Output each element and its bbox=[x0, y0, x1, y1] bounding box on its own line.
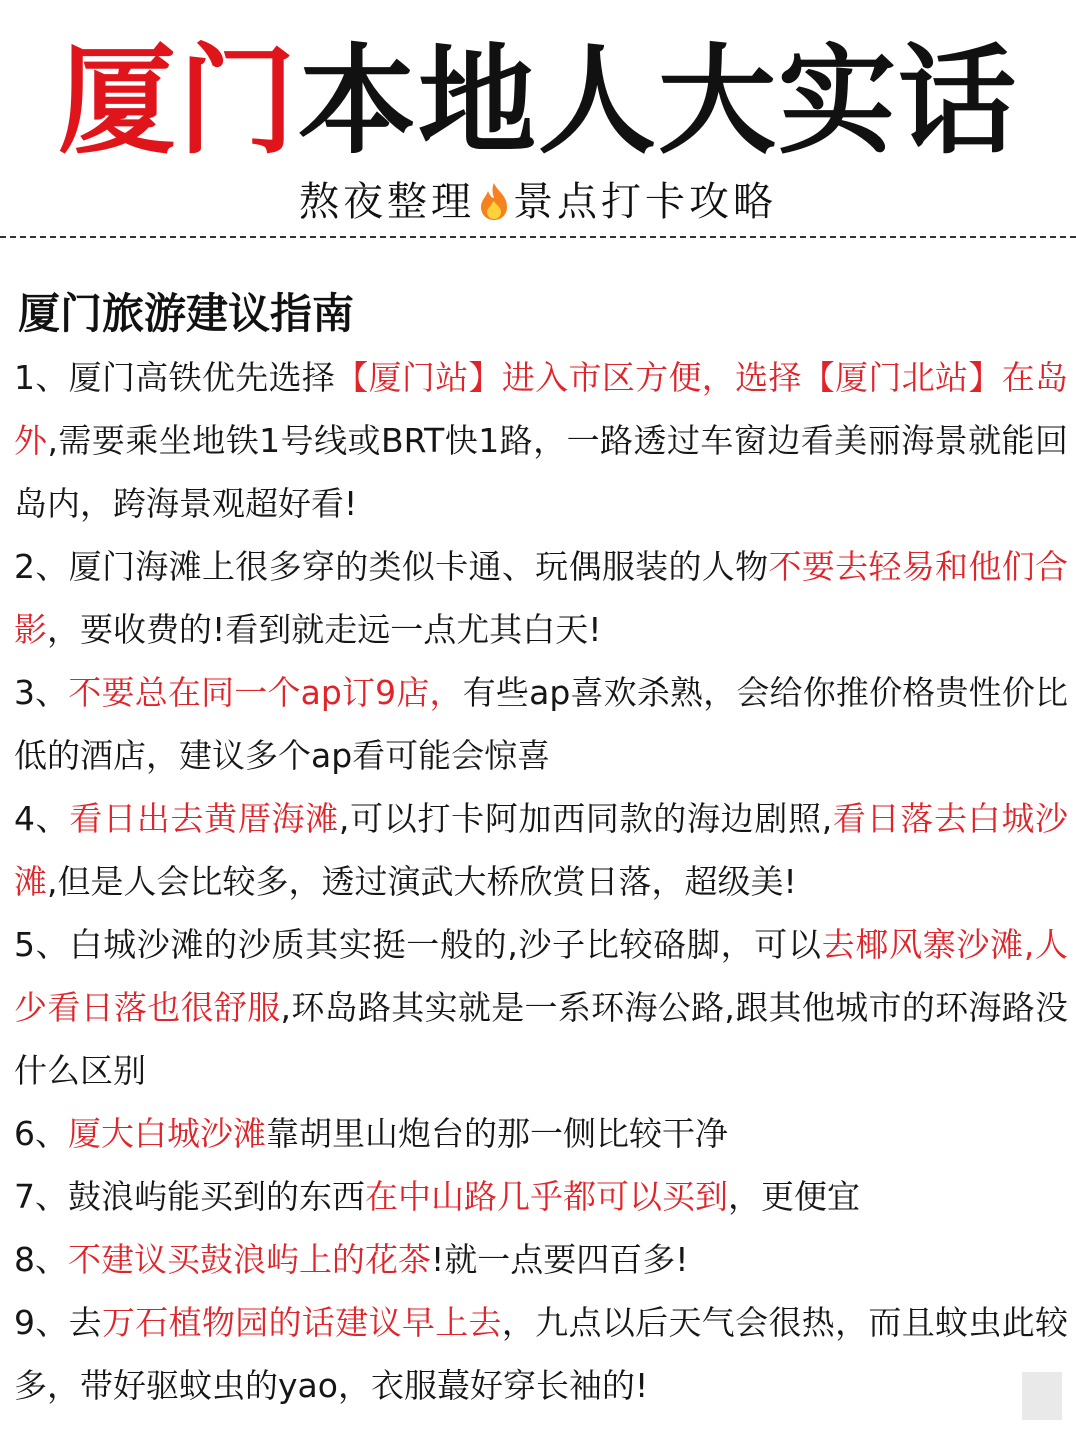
body-text: 鼓浪屿能买到的东西 bbox=[68, 1177, 365, 1216]
list-item-number: 1、 bbox=[14, 358, 69, 397]
body-text: ,但是人会比较多，透过演武大桥欣赏日落，超级美! bbox=[47, 862, 797, 901]
section-title: 厦门旅游建议指南 bbox=[18, 289, 355, 338]
body-text: 靠胡里山炮台的那一侧比较干净 bbox=[266, 1114, 728, 1153]
list-item-number: 9、 bbox=[14, 1303, 69, 1342]
list-item bbox=[14, 1165, 1068, 1228]
watermark-mark bbox=[1022, 1372, 1062, 1420]
list-item bbox=[14, 661, 1068, 787]
highlight-text: 万石植物园的话建议早上去 bbox=[101, 1303, 502, 1342]
highlight-text: 不要总在同一个ap订9店， bbox=[68, 673, 463, 712]
body-text: ,需要乘坐地铁1号线或BRT快1路，一路透过车窗边看美丽海景就能回岛内，跨海景观超好看! bbox=[14, 421, 1069, 523]
title-accent: 厦门 bbox=[57, 32, 298, 170]
subtitle-before: 熬夜整理 bbox=[299, 179, 475, 225]
list-item-number: 2、 bbox=[14, 547, 69, 586]
fire-icon bbox=[477, 176, 511, 232]
tips-list bbox=[14, 346, 1068, 1417]
page-title bbox=[0, 32, 1076, 170]
list-item bbox=[14, 1102, 1068, 1165]
body-text: ，更便宜 bbox=[728, 1177, 860, 1216]
list-item-number: 4、 bbox=[14, 799, 70, 838]
body-text: 厦门海滩上很多穿的类似卡通、玩偶服装的人物 bbox=[68, 547, 769, 586]
body-text: !就一点要四百多! bbox=[431, 1240, 689, 1279]
body-text: 厦门高铁优先选择 bbox=[68, 358, 336, 397]
list-item bbox=[14, 787, 1068, 913]
list-item bbox=[14, 535, 1068, 661]
body-text: 去 bbox=[68, 1303, 102, 1342]
body-text: ,可以打卡阿加西同款的海边剧照, bbox=[338, 799, 833, 838]
list-item-number: 6、 bbox=[14, 1114, 68, 1153]
list-item bbox=[14, 1228, 1068, 1291]
highlight-text: 看日落去白城沙滩 bbox=[14, 799, 1069, 901]
subtitle-after: 景点打卡攻略 bbox=[513, 179, 777, 225]
highlight-text: 看日出去黄厝海滩 bbox=[69, 799, 339, 838]
title-rest: 本地人大实话 bbox=[298, 32, 1019, 170]
body-text: 有些ap喜欢杀熟，会给你推价格贵性价比低的酒店，建议多个ap看可能会惊喜 bbox=[14, 673, 1069, 775]
highlight-text: 不要去轻易和他们合影 bbox=[14, 547, 1069, 649]
highlight-text: 去椰风寨沙滩,人少看日落也很舒服 bbox=[14, 925, 1068, 1027]
subtitle bbox=[0, 174, 1076, 232]
list-item-number: 7、 bbox=[14, 1177, 68, 1216]
list-item-number: 3、 bbox=[14, 673, 69, 712]
list-item bbox=[14, 1291, 1068, 1417]
highlight-text: 不建议买鼓浪屿上的花茶 bbox=[68, 1240, 431, 1279]
dashed-divider bbox=[0, 236, 1076, 238]
list-item-number: 8、 bbox=[14, 1240, 68, 1279]
body-text: ，要收费的!看到就走远一点尤其白天! bbox=[47, 610, 602, 649]
body-text: ，九点以后天气会很热，而且蚊虫此较多，带好驱蚊虫的yao，衣服蕞好穿长袖的! bbox=[14, 1303, 1069, 1405]
list-item-number: 5、 bbox=[14, 925, 70, 964]
highlight-text: 【厦门站】进入市区方便，选择【厦门北站】在岛外 bbox=[14, 358, 1069, 460]
highlight-text: 在中山路几乎都可以买到 bbox=[365, 1177, 728, 1216]
body-text: 白城沙滩的沙质其实挺一般的,沙子比较硌脚，可以 bbox=[69, 925, 822, 964]
list-item bbox=[14, 346, 1068, 535]
body-text: ,环岛路其实就是一系环海公路,跟其他城市的环海路没什么区别 bbox=[14, 988, 1069, 1090]
list-item bbox=[14, 913, 1068, 1102]
highlight-text: 厦大白城沙滩 bbox=[68, 1114, 266, 1153]
